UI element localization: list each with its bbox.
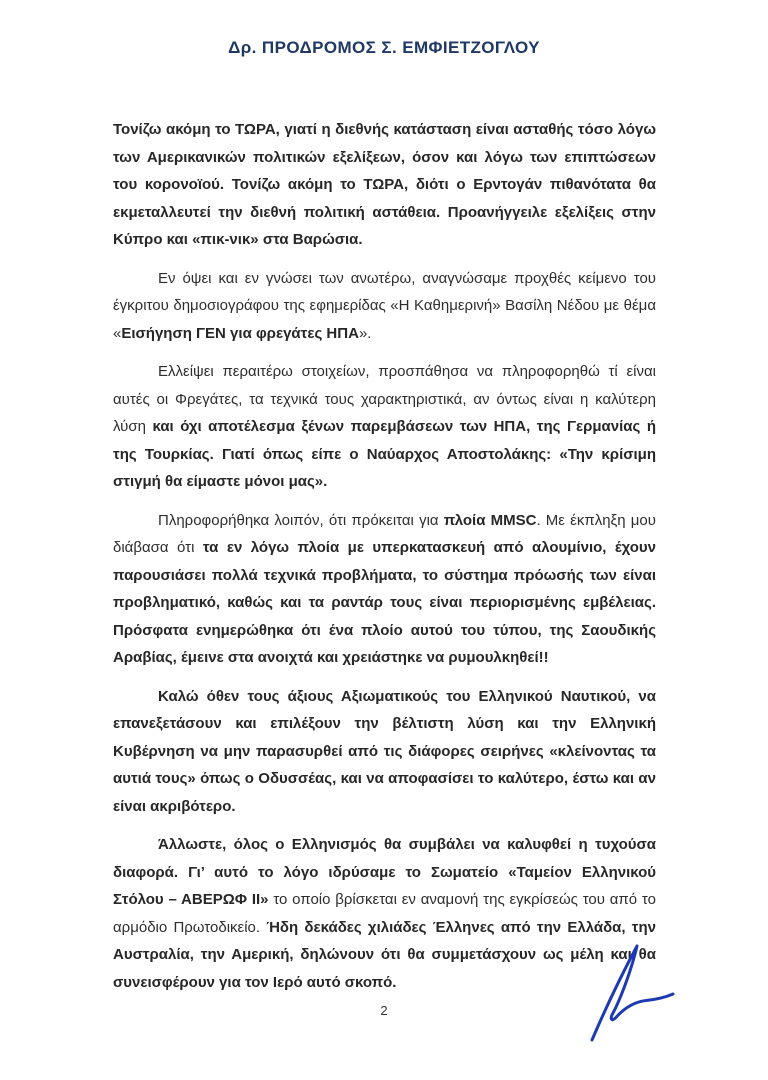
text-run: Εν όψει και εν γνώσει των ανωτέρω, αναγνώσαμε προχθές κείμενο του έγκριτου δημοσιογράφου της εφημερίδας «Η Καθημερινή» Βασίλη Νέδου με θέμα «: [113, 269, 656, 342]
text-run-bold: Ήδη δεκάδες χιλιάδες Έλληνες από την Ελλάδα, την Αυστραλία, την Αμερική, δηλώνουν ότι θα συμμετάσχουν ως μέλη και θα συνεισφέρουν για τον Ιερό αυτό σκοπό.: [113, 918, 656, 991]
paragraph: [113, 265, 656, 348]
text-run-bold: Τονίζω ακόμη το ΤΩΡΑ, γιατί η διεθνής κατάσταση είναι ασταθής τόσο λόγω των Αμερικανικών πολιτικών εξελίξεων, όσον και λόγω των επιπτώσεων του κορονοϊού. Τονίζω ακόμη το ΤΩΡΑ, διότι ο Ερντογάν πιθανότατα θα εκμεταλλευτεί την διεθνή πολιτική αστάθεια. Προανήγγειλε εξελίξεις στην Κύπρο και «πικ-νικ» στα Βαρώσια.: [113, 121, 656, 248]
page-number: 2: [380, 1003, 388, 1018]
text-run-bold: πλοία MMSC: [443, 511, 537, 529]
document-body: [113, 116, 656, 1007]
page-title: Δρ. ΠΡΟΔΡΟΜΟΣ Σ. ΕΜΦΙΕΤΖΟΓΛΟΥ: [228, 38, 540, 57]
paragraph: [113, 683, 656, 821]
paragraph: [113, 116, 656, 254]
text-run: ».: [358, 324, 372, 342]
text-run-bold: τα εν λόγω πλοία με υπερκατασκευή από αλουμίνιο, έχουν παρουσιάσει πολλά τεχνικά προβλήματα, το σύστημα πρόωσής των είναι προβληματικό, καθώς και τα ραντάρ τους είναι περιορισμένης εμβέλειας. Πρόσφατα ενημερώθηκα ότι ένα πλοίο αυτού του τύπου, της Σαουδικής Αραβίας, έμεινε στα ανοιχτά και χρειάστηκε να ρυμουλκηθεί!!: [113, 539, 657, 666]
text-run-bold: Εισήγηση ΓΕΝ για φρεγάτες ΗΠΑ: [121, 324, 359, 342]
text-run: Ελλείψει περαιτέρω στοιχείων, προσπάθησα να πληροφορηθώ τί είναι αυτές οι Φρεγάτες, τα τεχνικά τους χαρακτηριστικά, αν όντως είναι η καλύτερη λύση: [113, 363, 656, 435]
paragraph: [113, 831, 656, 996]
text-run: Πληροφορήθηκα λοιπόν, ότι πρόκειται για: [158, 511, 444, 529]
signature-mark: [576, 936, 684, 1048]
paragraph: [113, 358, 656, 496]
text-run: το οποίο βρίσκεται εν αναμονή της εγκρίσεώς του από το αρμόδιο Πρωτοδικείο.: [113, 891, 656, 936]
text-run-bold: Καλώ όθεν τους άξιους Αξιωματικούς του Ελληνικού Ναυτικού, να επανεξετάσουν και επιλέξουν την βέλτιστη λύση και την Ελληνική Κυβέρνηση να μην παρασυρθεί από τις διάφορες σειρήνες «κλείνοντας τα αυτιά τους» όπως ο Οδυσσέας, και να αποφασίσει το καλύτερο, έστω και αν είναι ακριβότερο.: [113, 687, 656, 815]
paragraph: [113, 507, 656, 672]
text-run: . Με έκπληξη μου διάβασα ότι: [113, 511, 656, 556]
text-run-bold: Άλλωστε, όλος ο Ελληνισμός θα συμβάλει να καλυφθεί η τυχούσα διαφορά. Γι’ αυτό το λόγο ιδρύσαμε το Σωματείο «Ταμείον Ελληνικού Στόλου – ΑΒΕΡΩΦ II»: [113, 836, 656, 908]
text-run-bold: και όχι αποτέλεσμα ξένων παρεμβάσεων των ΗΠΑ, της Γερμανίας ή της Τουρκίας. Γιατί όπως είπε ο Ναύαρχος Αποστολάκης: «Την κρίσιμη στιγμή θα είμαστε μόνοι μας».: [113, 418, 656, 490]
